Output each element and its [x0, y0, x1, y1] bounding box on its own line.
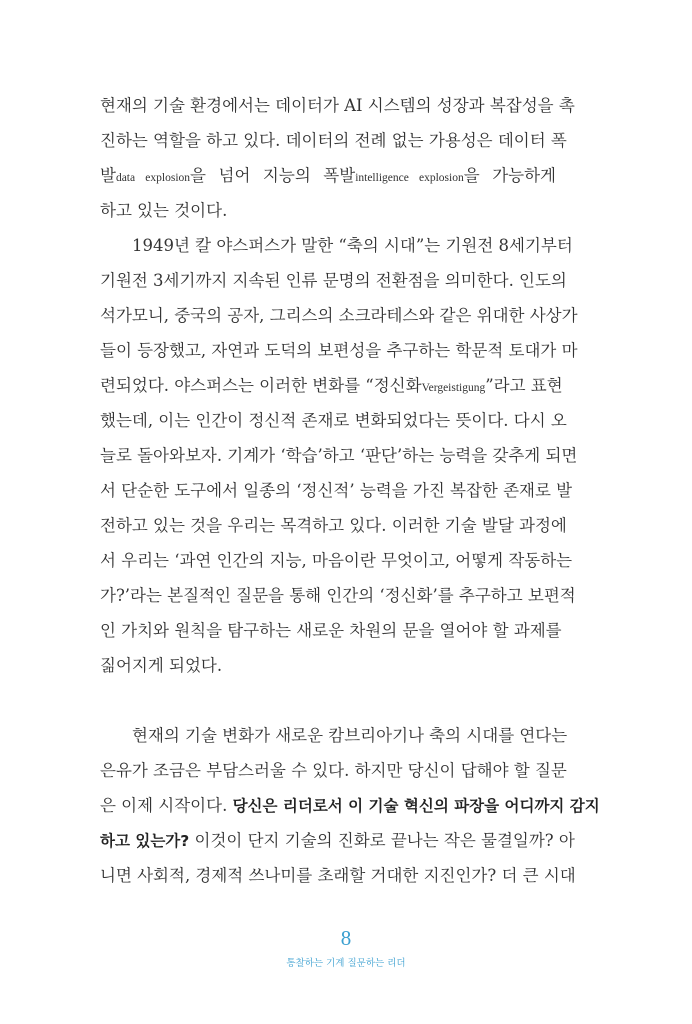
text-segment: 전하고 있는 것을 우리는 목격하고 있다. 이러한 기술 발달 과정에	[100, 516, 567, 535]
text-line	[100, 788, 600, 823]
paragraph-gap	[100, 683, 556, 718]
text-line	[100, 438, 578, 473]
text-segment: 을 넘어 지능의 폭발	[190, 166, 356, 185]
text-line	[100, 753, 567, 788]
text-segment: 련되었다. 야스퍼스는 이러한 변화를 “정신화	[100, 376, 422, 395]
text-segment: 이것이 단지 기술의 진화로 끝나는 작은 물결일까? 아	[189, 831, 575, 850]
text-line	[100, 543, 573, 578]
bold-text: 하고 있는가?	[100, 832, 190, 850]
text-segment: 1949년 칼 야스퍼스가 말한 “축의 시대”는 기원전 8세기부터	[132, 236, 573, 255]
text-segment: ”라고 표현	[485, 376, 563, 395]
body-text	[100, 88, 600, 893]
text-segment: 늘로 돌아와보자. 기계가 ‘학습’하고 ‘판단’하는 능력을 갖추게 되면	[100, 446, 578, 465]
text-line	[100, 858, 576, 893]
text-segment: 가?’라는 본질적인 질문을 통해 인간의 ‘정신화’를 추구하고 보편적	[100, 586, 576, 605]
text-line	[100, 193, 556, 228]
paragraph	[100, 228, 578, 683]
text-segment: 은 이제 시작이다.	[100, 796, 233, 815]
text-line	[100, 473, 573, 508]
text-line	[100, 403, 567, 438]
text-line	[100, 823, 575, 858]
text-segment: 했는데, 이는 인간이 정신적 존재로 변화되었다는 뜻이다. 다시 오	[100, 411, 567, 430]
text-line	[100, 648, 556, 683]
text-line	[100, 123, 567, 158]
text-segment: 니면 사회적, 경제적 쓰나미를 초래할 거대한 지진인가? 더 큰 시대	[100, 866, 576, 885]
paragraph	[100, 88, 575, 228]
text-line	[100, 298, 578, 333]
text-segment: 현재의 기술 환경에서는 데이터가 AI 시스템의 성장과 복잡성을 촉	[100, 96, 575, 115]
page-number: 8	[340, 926, 352, 950]
paragraph	[100, 718, 600, 893]
text-segment: 은유가 조금은 부담스러울 수 있다. 하지만 당신이 답해야 할 질문	[100, 761, 567, 780]
text-line	[100, 613, 562, 648]
text-line	[100, 333, 578, 368]
text-line	[100, 578, 576, 613]
english-gloss: intelligence explosion	[355, 172, 464, 184]
text-line	[100, 88, 575, 123]
text-line	[100, 368, 563, 403]
text-line	[100, 718, 568, 753]
text-line	[100, 158, 556, 193]
english-gloss: data explosion	[115, 172, 191, 184]
text-segment: 들이 등장했고, 자연과 도덕의 보편성을 추구하는 학문적 토대가 마	[100, 341, 578, 360]
text-line	[100, 263, 567, 298]
text-segment: 서 단순한 도구에서 일종의 ‘정신적’ 능력을 가진 복잡한 존재로 발	[100, 481, 573, 500]
text-segment: 진하는 역할을 하고 있다. 데이터의 전례 없는 가용성은 데이터 폭	[100, 131, 567, 150]
text-segment: 현재의 기술 변화가 새로운 캄브리아기나 축의 시대를 연다는	[132, 726, 568, 745]
text-segment: 하고 있는 것이다.	[100, 201, 228, 220]
text-segment: 인 가치와 원칙을 탐구하는 새로운 차원의 문을 열어야 할 과제를	[100, 621, 562, 640]
text-segment: 짊어지게 되었다.	[100, 656, 223, 675]
text-segment: 석가모니, 중국의 공자, 그리스의 소크라테스와 같은 위대한 사상가	[100, 306, 578, 325]
text-segment: 기원전 3세기까지 지속된 인류 문명의 전환점을 의미한다. 인도의	[100, 271, 567, 290]
text-line	[100, 228, 573, 263]
text-segment: 발	[100, 166, 116, 185]
bold-text: 당신은 리더로서 이 기술 혁신의 파장을 어디까지 감지	[232, 797, 600, 815]
text-segment: 서 우리는 ‘과연 인간의 지능, 마음이란 무엇이고, 어떻게 작동하는	[100, 551, 573, 570]
text-line	[100, 508, 567, 543]
english-gloss: Vergeistigung	[421, 382, 486, 394]
running-footer-title: 통찰하는 기계 질문하는 리더	[286, 958, 406, 969]
text-segment: 을 가능하게	[463, 166, 556, 185]
